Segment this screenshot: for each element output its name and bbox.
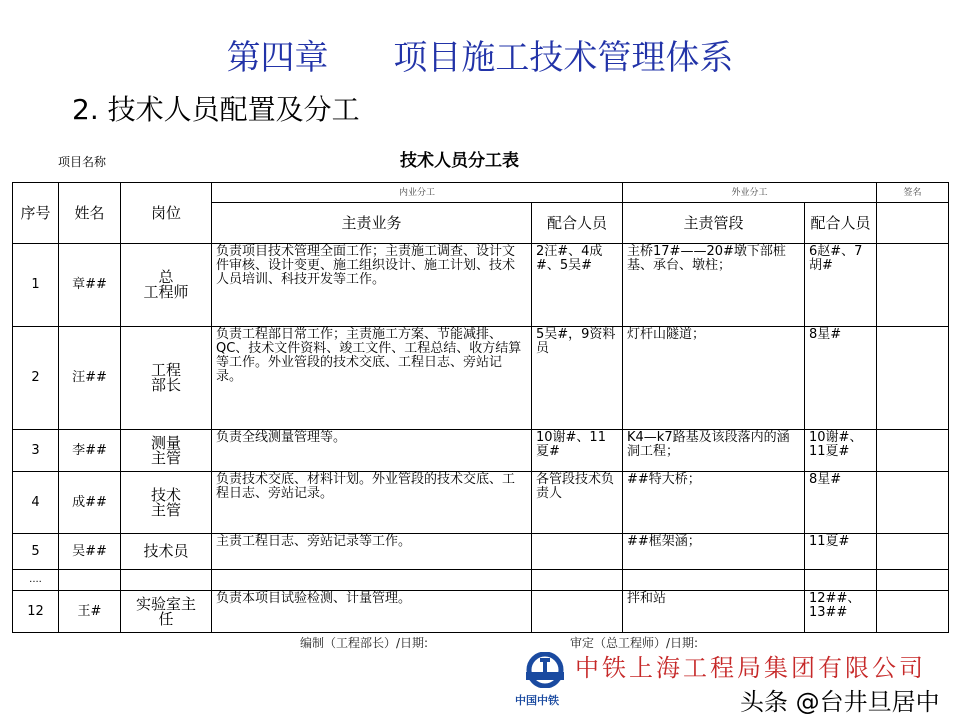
table-row <box>13 430 949 472</box>
row-seq: 2 <box>13 327 59 430</box>
row-post: 技术 主管 <box>121 472 212 534</box>
table-title: 技术人员分工表 <box>400 151 519 171</box>
row-seq: 5 <box>13 534 59 570</box>
row-duty: 负责本项目试验检测、计量管理。 <box>212 591 532 633</box>
row-helpers-outer <box>805 570 877 591</box>
row-name: 成## <box>59 472 121 534</box>
row-seq: 3 <box>13 430 59 472</box>
header-helpers-outer: 配合人员 <box>805 203 877 244</box>
row-name: 李## <box>59 430 121 472</box>
row-post: 工程 部长 <box>121 327 212 430</box>
row-sign <box>877 472 949 534</box>
logo-text: 中国中铁 <box>515 694 559 707</box>
row-sign <box>877 430 949 472</box>
row-duty: 主责工程日志、旁站记录等工作。 <box>212 534 532 570</box>
row-seq: .... <box>13 570 59 591</box>
row-sign <box>877 327 949 430</box>
row-helpers-outer: 8星# <box>805 327 877 430</box>
row-duty <box>212 570 532 591</box>
row-sign <box>877 570 949 591</box>
row-section: ##特大桥； <box>623 472 805 534</box>
header-outer-work: 外业分工 <box>623 183 877 203</box>
row-helpers-outer: 10谢#、11夏# <box>805 430 877 472</box>
chapter-title: 第四章 项目施工技术管理体系 <box>226 38 734 78</box>
row-post: 测量 主管 <box>121 430 212 472</box>
table-row <box>13 591 949 633</box>
row-section <box>623 570 805 591</box>
header-main-section: 主责管段 <box>623 203 805 244</box>
row-helpers-outer: 8星# <box>805 472 877 534</box>
row-name: 王# <box>59 591 121 633</box>
header-name: 姓名 <box>59 183 121 244</box>
row-helpers: 各管段技术负责人 <box>532 472 623 534</box>
prepared-by-label: 编制（工程部长）/日期: <box>300 636 429 650</box>
row-section: 主桥17#——20#墩下部桩基、承台、墩柱； <box>623 244 805 327</box>
row-seq: 12 <box>13 591 59 633</box>
crec-logo-icon <box>520 652 570 688</box>
row-post: 总 工程师 <box>121 244 212 327</box>
table-row <box>13 472 949 534</box>
row-post: 实验室主 任 <box>121 591 212 633</box>
header-helpers: 配合人员 <box>532 203 623 244</box>
row-section: 灯杆山隧道； <box>623 327 805 430</box>
row-name <box>59 570 121 591</box>
row-helpers: 10谢#、11夏# <box>532 430 623 472</box>
row-section: K4—k7路基及该段落内的涵洞工程； <box>623 430 805 472</box>
row-duty: 负责项目技术管理全面工作；主责施工调查、设计文件审核、设计变更、施工组织设计、施工计划、技术人员培训、科技开发等工作。 <box>212 244 532 327</box>
row-helpers-outer: 12##、13## <box>805 591 877 633</box>
staff-assignment-table <box>12 182 949 633</box>
row-name: 章## <box>59 244 121 327</box>
header-sign: 签名 <box>877 183 949 203</box>
company-name: 中铁上海工程局集团有限公司 <box>575 654 926 682</box>
row-helpers <box>532 534 623 570</box>
row-post <box>121 570 212 591</box>
table-row <box>13 244 949 327</box>
row-duty: 负责技术交底、材料计划。外业管段的技术交底、工程日志、旁站记录。 <box>212 472 532 534</box>
row-sign <box>877 244 949 327</box>
section-subtitle: 2. 技术人员配置及分工 <box>72 93 360 126</box>
header-main-duty: 主责业务 <box>212 203 532 244</box>
row-helpers-outer: 6赵#、7胡# <box>805 244 877 327</box>
row-post: 技术员 <box>121 534 212 570</box>
watermark: 头条 @台井旦居中 <box>740 688 940 716</box>
row-duty: 负责全线测量管理等。 <box>212 430 532 472</box>
row-helpers-outer: 11夏# <box>805 534 877 570</box>
project-name-label: 项目名称 <box>58 155 107 169</box>
header-post: 岗位 <box>121 183 212 244</box>
approved-by-label: 审定（总工程师）/日期: <box>570 636 699 650</box>
row-name: 吴## <box>59 534 121 570</box>
header-sign-blank <box>877 203 949 244</box>
row-helpers <box>532 591 623 633</box>
row-seq: 4 <box>13 472 59 534</box>
row-section: ##框架涵； <box>623 534 805 570</box>
row-helpers: 5吴#，9资料员 <box>532 327 623 430</box>
row-sign <box>877 534 949 570</box>
header-seq: 序号 <box>13 183 59 244</box>
row-duty: 负责工程部日常工作；主责施工方案、节能减排、QC、技术文件资料、竣工文件、工程总结、收方结算等工作。外业管段的技术交底、工程日志、旁站记录。 <box>212 327 532 430</box>
row-helpers: 2汪#、4成#、5吴# <box>532 244 623 327</box>
row-seq: 1 <box>13 244 59 327</box>
table-row <box>13 327 949 430</box>
row-sign <box>877 591 949 633</box>
row-section: 拌和站 <box>623 591 805 633</box>
table-row <box>13 534 949 570</box>
header-inner-work: 内业分工 <box>212 183 623 203</box>
row-helpers <box>532 570 623 591</box>
table-row <box>13 570 949 591</box>
row-name: 汪## <box>59 327 121 430</box>
